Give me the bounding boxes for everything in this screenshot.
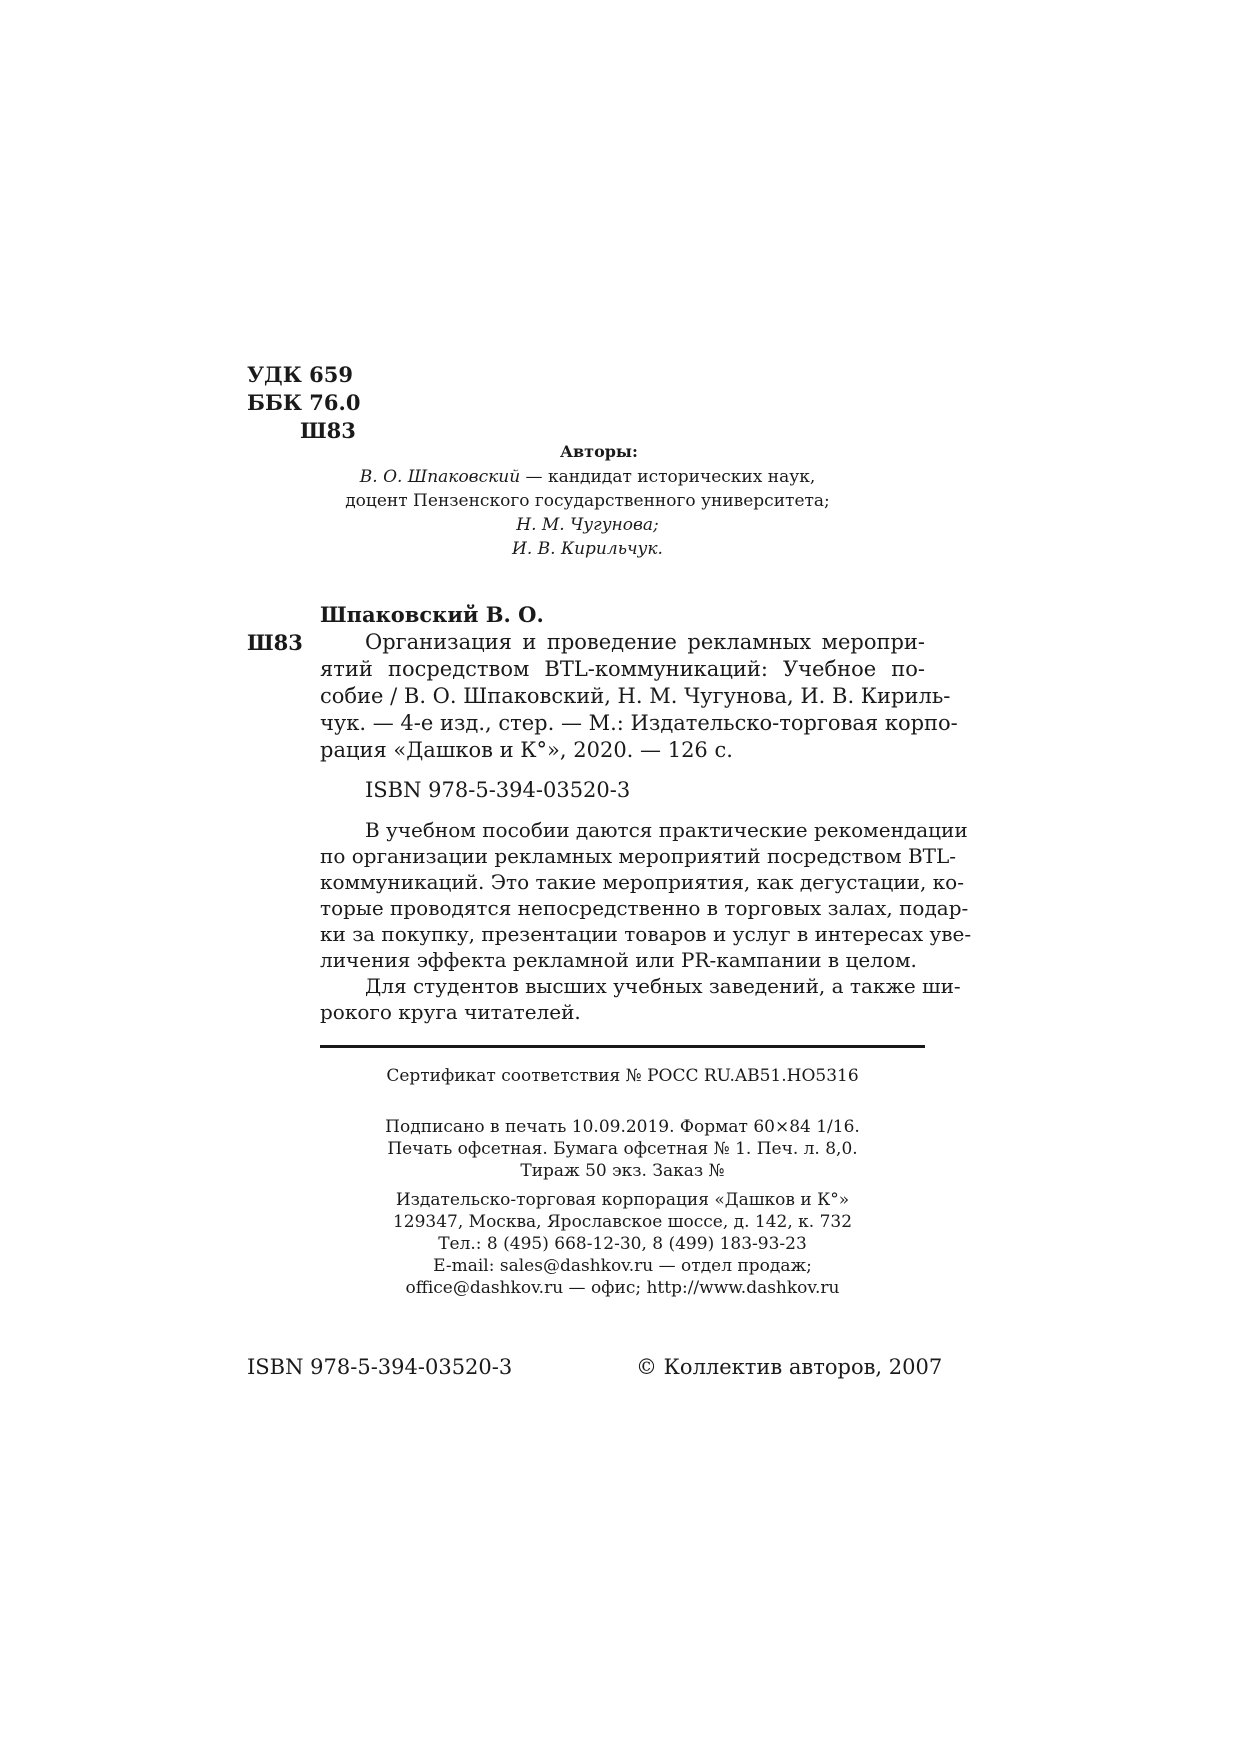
description-line: рация «Дашков и К°», 2020. — 126 с.: [320, 738, 733, 762]
print-info-line: Печать офсетная. Бумага офсетная № 1. Печ. л. 8,0.: [387, 1139, 858, 1159]
publisher-line: Тел.: 8 (495) 668-12-30, 8 (499) 183-93-23: [438, 1234, 807, 1254]
print-info-line: Тираж 50 экз. Заказ №: [520, 1161, 725, 1181]
bbk-code: ББК 76.0: [247, 390, 361, 415]
description-line: чук. — 4-е изд., стер. — М.: Издательско-торговая корпо-: [320, 711, 958, 735]
annotation-line: В учебном пособии даются практические рекомендации: [365, 818, 968, 842]
publisher-line: E-mail: sales@dashkov.ru — отдел продаж;: [433, 1256, 812, 1276]
author-1-title: — кандидат исторических наук,: [520, 467, 816, 487]
annotation-line: коммуникаций. Это такие мероприятия, как дегустации, ко-: [320, 870, 964, 894]
authors-line-4: И. В. Кирильчук.: [512, 539, 663, 559]
record-isbn: ISBN 978-5-394-03520-3: [365, 778, 631, 802]
publisher-line: 129347, Москва, Ярославское шоссе, д. 142, к. 732: [392, 1212, 853, 1232]
publisher-line: Издательско-торговая корпорация «Дашков и К°»: [395, 1190, 850, 1210]
authors-line-1: [340, 467, 835, 487]
authors-heading: Авторы:: [560, 442, 638, 461]
description-line: Организация и проведение рекламных меропри-: [365, 630, 925, 654]
description-line: собие / В. О. Шпаковский, Н. М. Чугунова, И. В. Кириль-: [320, 684, 951, 708]
audience-line: рокого круга читателей.: [320, 1000, 581, 1024]
audience-line: Для студентов высших учебных заведений, а также ши-: [365, 974, 961, 998]
authors-line-2: доцент Пензенского государственного университета;: [345, 491, 830, 511]
annotation-line: личения эффекта рекламной или PR-кампании в целом.: [320, 948, 917, 972]
footer-copyright: © Коллектив авторов, 2007: [636, 1355, 943, 1379]
footer-isbn: ISBN 978-5-394-03520-3: [247, 1355, 513, 1379]
annotation-line: по организации рекламных мероприятий посредством BTL-: [320, 844, 957, 868]
authors-line-3: Н. М. Чугунова;: [516, 515, 659, 535]
annotation-line: торые проводятся непосредственно в торговых залах, подар-: [320, 896, 969, 920]
certificate-line: Сертификат соответствия № РОСС RU.AB51.HO5316: [386, 1066, 859, 1086]
author-mark-code: Ш83: [300, 418, 356, 443]
horizontal-rule: [320, 1045, 925, 1048]
publisher-line: office@dashkov.ru — офис; http://www.dashkov.ru: [405, 1278, 840, 1298]
description-line: ятий посредством BTL-коммуникаций: Учебное по-: [320, 657, 925, 681]
annotation-line: ки за покупку, презентации товаров и услуг в интересах уве-: [320, 922, 972, 946]
main-author: Шпаковский В. О.: [320, 602, 544, 627]
print-info-line: Подписано в печать 10.09.2019. Формат 60×84 1/16.: [385, 1117, 860, 1137]
record-mark: Ш83: [247, 630, 303, 655]
author-1-name: В. О. Шпаковский: [359, 467, 521, 487]
udk-code: УДК 659: [247, 362, 353, 387]
